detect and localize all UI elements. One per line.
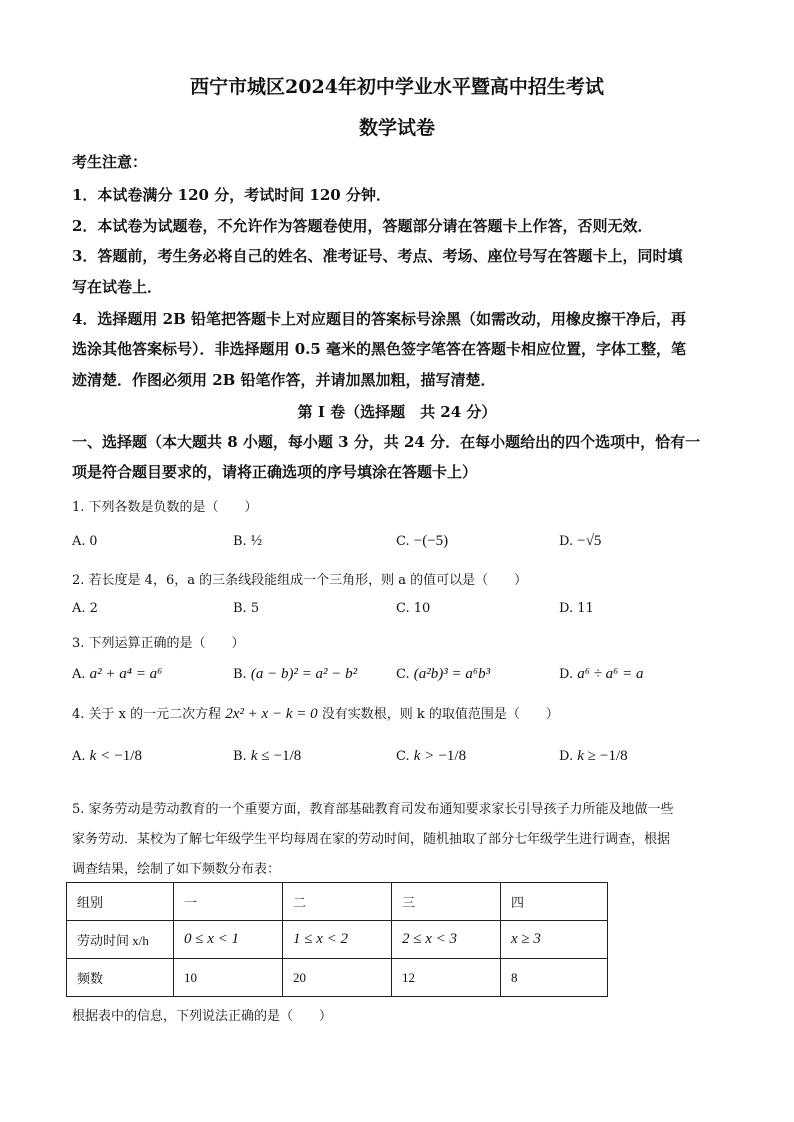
table-cell: 1 ≤ x < 2 xyxy=(283,921,392,959)
q4-option-c[interactable] xyxy=(396,748,466,765)
option-letter: B. xyxy=(233,601,247,616)
option-letter: B. xyxy=(233,534,247,549)
question-5-after-table: 根据表中的信息，下列说法正确的是（ ） xyxy=(72,1009,333,1024)
table-cell: 12 xyxy=(392,959,501,997)
option-fraction: −1/8 xyxy=(600,748,628,764)
option-text: 10 xyxy=(413,601,431,616)
option-fraction: −1/8 xyxy=(114,748,142,764)
option-text: k < xyxy=(89,748,111,764)
table-cell: 频数 xyxy=(67,959,174,997)
q1-option-d[interactable] xyxy=(559,533,601,550)
option-text: a⁶ ÷ a⁶ = a xyxy=(577,666,644,682)
stem-equation: 2x² + x − k = 0 xyxy=(225,706,318,722)
option-letter: C. xyxy=(396,601,410,616)
table-cell: 组别 xyxy=(67,883,174,921)
option-fraction: −1/8 xyxy=(273,748,302,764)
option-letter: B. xyxy=(233,749,247,764)
option-text: (a²b)³ = a⁶b³ xyxy=(413,666,491,682)
option-letter: C. xyxy=(396,749,410,764)
option-text: k ≥ xyxy=(577,748,596,764)
notice-item-3: 3．答题前，考生务必将自己的姓名、准考证号、考点、考场、座位号写在答题卡上，同时填 xyxy=(72,247,683,265)
option-text: 0 xyxy=(89,533,98,549)
notice-item-4-cont2: 迹清楚．作图必须用 2B 铅笔作答，并请加黑加粗，描写清楚． xyxy=(72,371,496,389)
q2-option-d[interactable] xyxy=(559,601,594,616)
table-row xyxy=(67,921,608,959)
stem-pre: 4. 关于 x 的一元二次方程 xyxy=(72,707,222,722)
option-text: −(−5) xyxy=(413,533,449,549)
question-2-stem: 2. 若长度是 4，6，a 的三条线段能组成一个三角形，则 a 的值可以是（ ） xyxy=(72,573,528,588)
table-row xyxy=(67,883,608,921)
table-cell: 20 xyxy=(283,959,392,997)
question-4-stem xyxy=(72,703,559,723)
q3-option-d[interactable] xyxy=(559,666,644,683)
table-cell: 三 xyxy=(392,883,501,921)
frequency-table xyxy=(66,882,608,997)
q2-option-b[interactable] xyxy=(233,601,259,616)
notice-item-1: 1．本试卷满分 120 分，考试时间 120 分钟． xyxy=(72,186,391,204)
q1-option-c[interactable] xyxy=(396,533,448,550)
option-letter: D. xyxy=(559,601,574,616)
table-cell: 一 xyxy=(174,883,283,921)
notice-heading: 考生注意： xyxy=(72,153,148,171)
option-letter: D. xyxy=(559,667,574,682)
option-text: 2 xyxy=(89,601,98,616)
table-cell: 0 ≤ x < 1 xyxy=(174,921,283,959)
table-cell: 劳动时间 x/h xyxy=(67,921,174,959)
table-cell: 二 xyxy=(283,883,392,921)
q3-option-a[interactable] xyxy=(72,666,162,683)
option-letter: C. xyxy=(396,667,410,682)
option-text: (a − b)² = a² − b² xyxy=(250,666,358,682)
table-cell: 10 xyxy=(174,959,283,997)
stem-post: 没有实数根，则 k 的取值范围是（ ） xyxy=(321,707,559,722)
notice-item-2: 2．本试卷为试题卷，不允许作为答题卷使用，答题部分请在答题卡上作答，否则无效． xyxy=(72,217,653,235)
option-letter: A. xyxy=(72,601,86,616)
option-text: 5 xyxy=(250,601,260,616)
table-cell: x ≥ 3 xyxy=(501,921,608,959)
q3-option-b[interactable] xyxy=(233,666,357,683)
q4-option-a[interactable] xyxy=(72,748,142,765)
option-letter: D. xyxy=(559,749,574,764)
option-letter: D. xyxy=(559,534,574,549)
question-5-stem-line1: 5. 家务劳动是劳动教育的一个重要方面，教育部基础教育司发布通知要求家长引导孩子力所能及地做一些 xyxy=(72,802,674,817)
q1-option-b[interactable] xyxy=(233,533,262,550)
option-letter: C. xyxy=(396,534,410,549)
option-letter: B. xyxy=(233,667,247,682)
question-5-stem-line3: 调查结果，绘制了如下频数分布表： xyxy=(72,862,281,877)
question-5-stem-line2: 家务劳动．某校为了解七年级学生平均每周在家的劳动时间，随机抽取了部分七年级学生进行调查，根据 xyxy=(72,832,671,847)
q4-option-b[interactable] xyxy=(233,748,301,765)
table-cell: 8 xyxy=(501,959,608,997)
section-instructions-line1: 一、选择题（本大题共 8 小题，每小题 3 分，共 24 分．在每小题给出的四个选项中，恰有一 xyxy=(72,433,701,451)
option-text: a² + a⁴ = a⁶ xyxy=(89,666,163,682)
table-cell: 2 ≤ x < 3 xyxy=(392,921,501,959)
exam-title: 西宁市城区2024年初中学业水平暨高中招生考试 xyxy=(190,76,604,98)
option-letter: A. xyxy=(72,534,86,549)
part1-heading: 第 I 卷（选择题 共 24 分） xyxy=(297,403,497,421)
table-cell: 四 xyxy=(501,883,608,921)
q4-option-d[interactable] xyxy=(559,748,628,765)
notice-item-3-cont: 写在试卷上． xyxy=(72,278,163,296)
q2-option-a[interactable] xyxy=(72,601,98,616)
notice-item-4-cont: 选涂其他答案标号）．非选择题用 0.5 毫米的黑色签字笔答在答题卡相应位置，字体工整，笔 xyxy=(72,340,687,358)
question-1-stem: 1. 下列各数是负数的是（ ） xyxy=(72,500,258,515)
option-text: 11 xyxy=(577,601,594,616)
q3-option-c[interactable] xyxy=(396,666,490,683)
option-fraction: −1/8 xyxy=(438,748,467,764)
exam-subtitle: 数学试卷 xyxy=(358,117,435,139)
notice-item-4: 4．选择题用 2B 铅笔把答题卡上对应题目的答案标号涂黑（如需改动，用橡皮擦干净后，再 xyxy=(72,310,687,328)
option-text: k > xyxy=(413,748,435,764)
question-3-stem: 3. 下列运算正确的是（ ） xyxy=(72,636,245,651)
section-instructions-line2: 项是符合题目要求的，请将正确选项的序号填涂在答题卡上） xyxy=(72,463,478,481)
q1-option-a[interactable] xyxy=(72,533,97,550)
option-text: ½ xyxy=(250,533,263,549)
option-text: k ≤ xyxy=(250,748,270,764)
option-text: −√5 xyxy=(577,533,602,549)
table-row xyxy=(67,959,608,997)
q2-option-c[interactable] xyxy=(396,601,430,616)
option-letter: A. xyxy=(72,667,86,682)
option-letter: A. xyxy=(72,749,86,764)
